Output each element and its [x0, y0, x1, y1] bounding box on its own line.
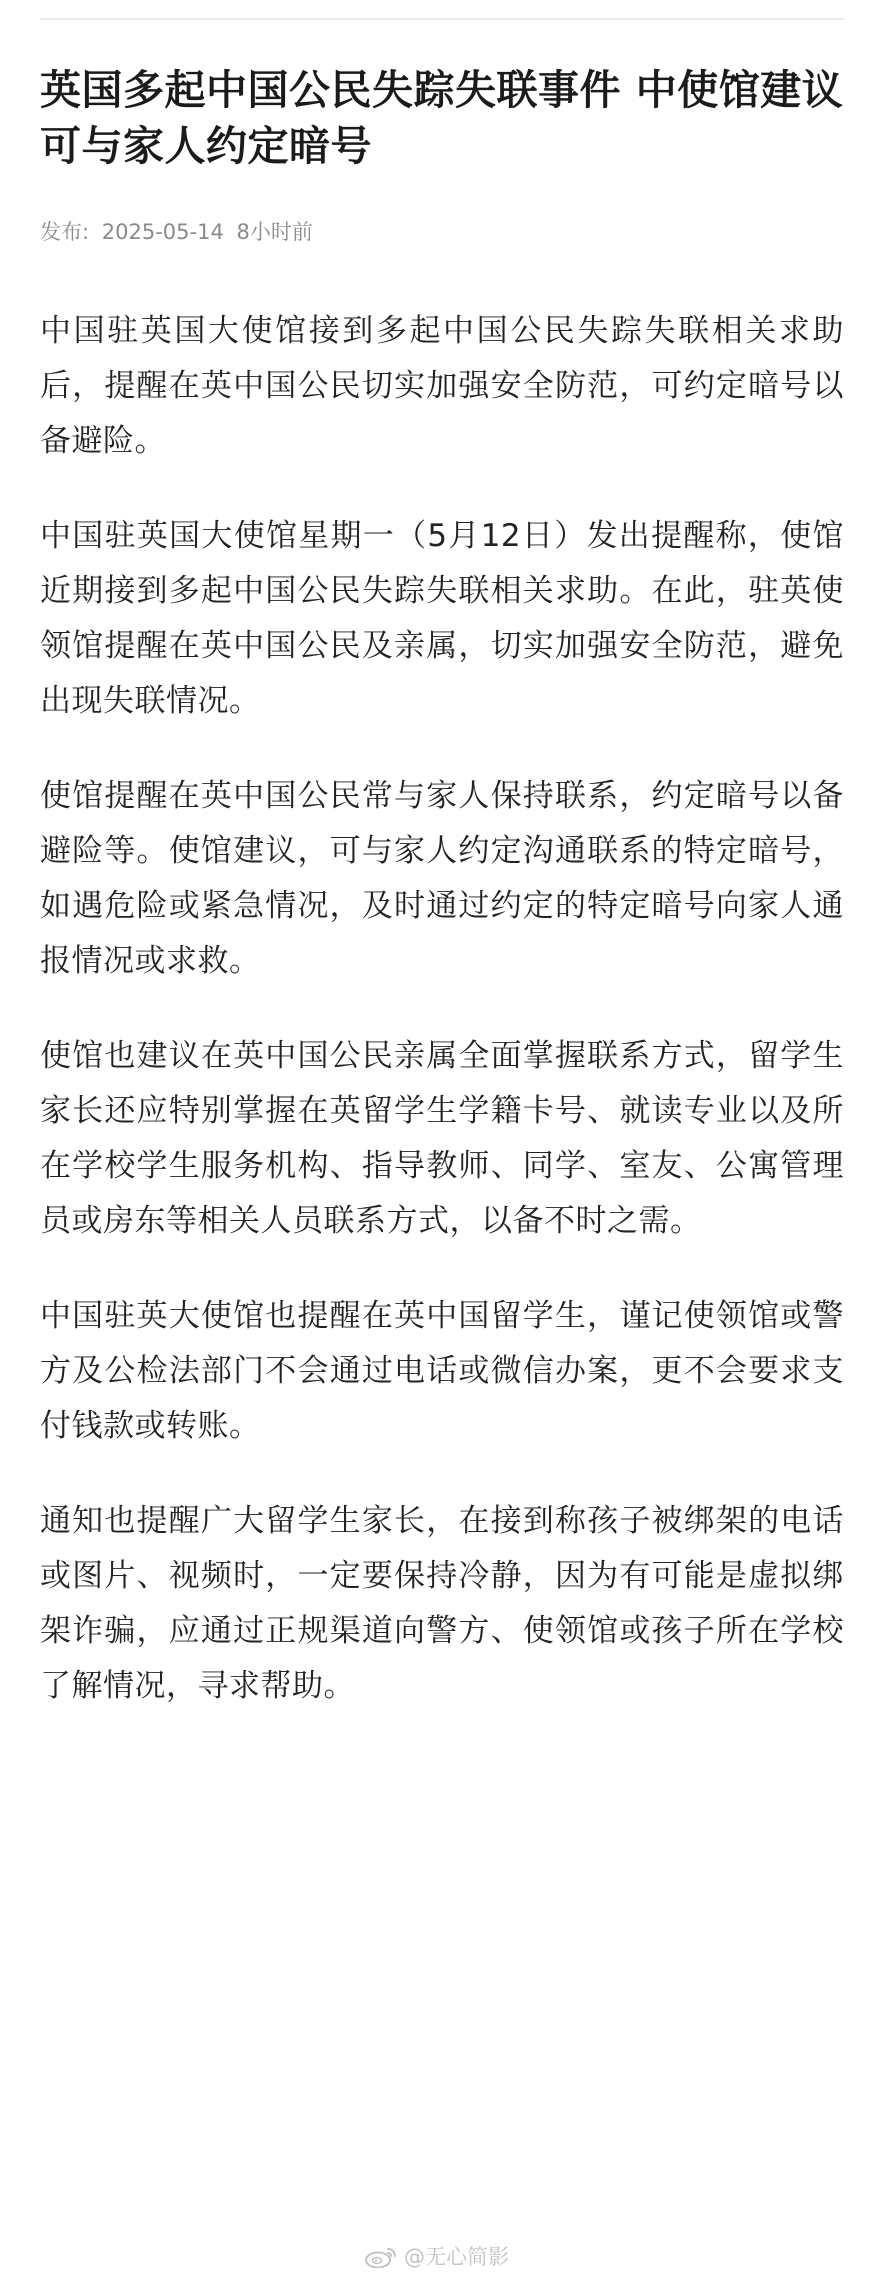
- article-title: 英国多起中国公民失踪失联事件 中使馆建议可与家人约定暗号: [40, 66, 844, 170]
- watermark-text: @无心简影: [404, 2245, 509, 2269]
- paragraph-2: 中国驻英国大使馆星期一（5月12日）发出提醒称，使馆近期接到多起中国公民失踪失联相关求助。在此，驻英使领馆提醒在英中国公民及亲属，切实加强安全防范，避免出现失联情况。: [40, 518, 844, 719]
- publish-date: 2025-05-14: [101, 220, 224, 244]
- article: [40, 62, 844, 1754]
- top-divider: [40, 18, 844, 20]
- paragraph-5: 中国驻英大使馆也提醒在英中国留学生，谨记使领馆或警方及公检法部门不会通过电话或微信办案，更不会要求支付钱款或转账。: [40, 1298, 844, 1444]
- paragraph-1: 中国驻英国大使馆接到多起中国公民失踪失联相关求助后，提醒在英中国公民切实加强安全防范，可约定暗号以备避险。: [40, 313, 844, 459]
- paragraph-6: 通知也提醒广大留学生家长，在接到称孩子被绑架的电话或图片、视频时，一定要保持冷静，因为有可能是虚拟绑架诈骗，应通过正规渠道向警方、使领馆或孩子所在学校了解情况，寻求帮助。: [40, 1503, 844, 1704]
- publish-label: 发布:: [40, 220, 90, 244]
- weibo-icon: [364, 2246, 398, 2268]
- paragraph-3: 使馆提醒在英中国公民常与家人保持联系，约定暗号以备避险等。使馆建议，可与家人约定沟通联系的特定暗号，如遇危险或紧急情况，及时通过约定的特定暗号向家人通报情况或求救。: [40, 778, 844, 979]
- article-body: [40, 304, 844, 1714]
- watermark: [364, 2244, 509, 2270]
- paragraph-4: 使馆也建议在英中国公民亲属全面掌握联系方式，留学生家长还应特别掌握在英留学生学籍卡号、就读专业以及所在学校学生服务机构、指导教师、同学、室友、公寓管理员或房东等相关人员联系方式，以备不时之需。: [40, 1038, 844, 1239]
- publish-relative-time: 8小时前: [236, 220, 313, 244]
- publish-meta: [40, 218, 844, 246]
